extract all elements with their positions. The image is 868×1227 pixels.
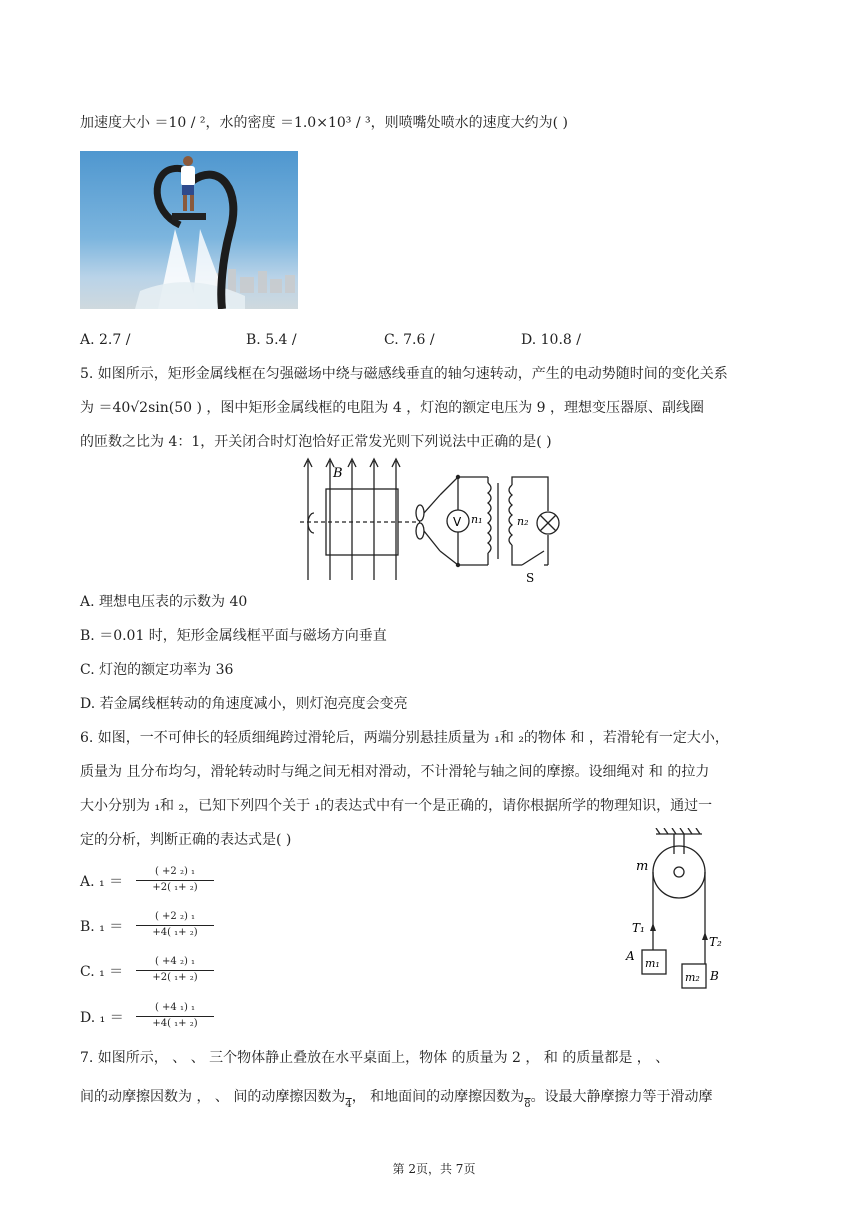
q5-line-1: 5. 如图所示，矩形金属线框在匀强磁场中绕与磁感线垂直的轴匀速转动，产生的电动势随时间的变化关系 [80, 366, 728, 382]
pulley-mass-label: m [636, 859, 649, 874]
q5-line-2: 为 ＝40√2sin(50 ) ，图中矩形金属线框的电阻为 4 ，灯泡的额定电压为 9 ，理想变压器原、副线圈 [80, 400, 705, 416]
flyboard-photo [80, 151, 298, 309]
q4-option-c: C. 7.6 / [384, 332, 435, 348]
field-label: B [333, 466, 343, 481]
q7-line-2 [80, 1087, 713, 1109]
q7-line-2-part-a: 间的动摩擦因数为 ， 、 间的动摩擦因数为 [80, 1089, 346, 1105]
q6-option-a-label: A. ₁ ＝ [80, 874, 124, 890]
q5-option-a: A. 理想电压表的示数为 40 [80, 594, 248, 610]
tension-t1-label: T₁ [632, 921, 645, 935]
q6-line-4: 定的分析，判断正确的表达式是( ) [80, 832, 292, 848]
mass-m2-label: m₂ [685, 971, 700, 984]
q6-option-d-denominator: +4( ₁+ ₂) [152, 1018, 198, 1029]
q6-option-c-bar [136, 970, 214, 971]
flyboard-illustration [80, 151, 298, 309]
q6-option-d-bar [136, 1016, 214, 1017]
q6-option-d-numerator: ( +4 ₁) ₁ [154, 1002, 196, 1013]
q5-option-c: C. 灯泡的额定功率为 36 [80, 662, 234, 678]
q7-line-2-part-c: 。设最大静摩擦力等于滑动摩 [530, 1089, 713, 1105]
object-b-label: B [710, 969, 719, 983]
q4-option-d: D. 10.8 / [521, 332, 581, 348]
primary-coil-label: n₁ [471, 513, 483, 526]
q7-fraction-2: 8 [524, 1099, 531, 1110]
q7-line-2-part-b: ， 和地面间的动摩擦因数为 [351, 1089, 525, 1105]
q5-option-d: D. 若金属线框转动的角速度减小，则灯泡亮度会变亮 [80, 696, 408, 712]
q6-line-2: 质量为 且分布均匀，滑轮转动时与绳之间无相对滑动，不计滑轮与轴之间的摩擦。设细绳对 和 的拉力 [80, 764, 710, 780]
q4-option-a: A. 2.7 / [80, 332, 131, 348]
q6-option-c-denominator: +2( ₁+ ₂) [152, 972, 198, 983]
voltmeter-label: V [453, 515, 462, 529]
q6-option-c-label: C. ₁ ＝ [80, 964, 124, 980]
secondary-coil-label: n₂ [517, 515, 529, 528]
q6-option-b-label: B. ₁ ＝ [80, 919, 124, 935]
q6-option-a-denominator: +2( ₁+ ₂) [152, 882, 198, 893]
tension-t2-label: T₂ [709, 935, 722, 949]
q4-given-line: 加速度大小 ＝10 / ²，水的密度 ＝1.0×10³ / ³，则喷嘴处喷水的速度大约为( ) [80, 115, 568, 131]
page-footer: 第 2页，共 7页 [392, 1162, 476, 1176]
q6-option-c-numerator: ( +4 ₂) ₁ [154, 956, 196, 967]
q7-fraction-1: 4 [345, 1099, 352, 1110]
q6-line-1: 6. 如图，一不可伸长的轻质细绳跨过滑轮后，两端分别悬挂质量为 ₁和 ₂的物体 和 ，若滑轮有一定大小， [80, 730, 729, 746]
q6-option-b-denominator: +4( ₁+ ₂) [152, 927, 198, 938]
q4-option-b: B. 5.4 / [246, 332, 297, 348]
q6-option-a-bar [136, 880, 214, 881]
pulley-diagram [620, 828, 730, 993]
mass-m1-label: m₁ [645, 957, 660, 970]
object-a-label: A [626, 949, 635, 963]
generator-transformer-diagram [300, 455, 570, 585]
q7-line-1: 7. 如图所示， 、 、 三个物体静止叠放在水平桌面上，物体 的质量为 2 ， 和 的质量都是 ， 、 [80, 1050, 670, 1066]
q6-option-b-numerator: ( +2 ₂) ₁ [154, 911, 196, 922]
q6-option-a-numerator: ( +2 ₂) ₁ [154, 866, 196, 877]
q5-option-b: B. ＝0.01 时，矩形金属线框平面与磁场方向垂直 [80, 628, 387, 644]
switch-label: S [526, 571, 535, 585]
q6-option-d-label: D. ₁ ＝ [80, 1010, 124, 1026]
q6-line-3: 大小分别为 ₁和 ₂，已知下列四个关于 ₁的表达式中有一个是正确的，请你根据所学的物理知识，通过一 [80, 798, 713, 814]
q6-option-b-bar [136, 925, 214, 926]
q5-line-3: 的匝数之比为 4：1，开关闭合时灯泡恰好正常发光则下列说法中正确的是( ) [80, 434, 552, 450]
